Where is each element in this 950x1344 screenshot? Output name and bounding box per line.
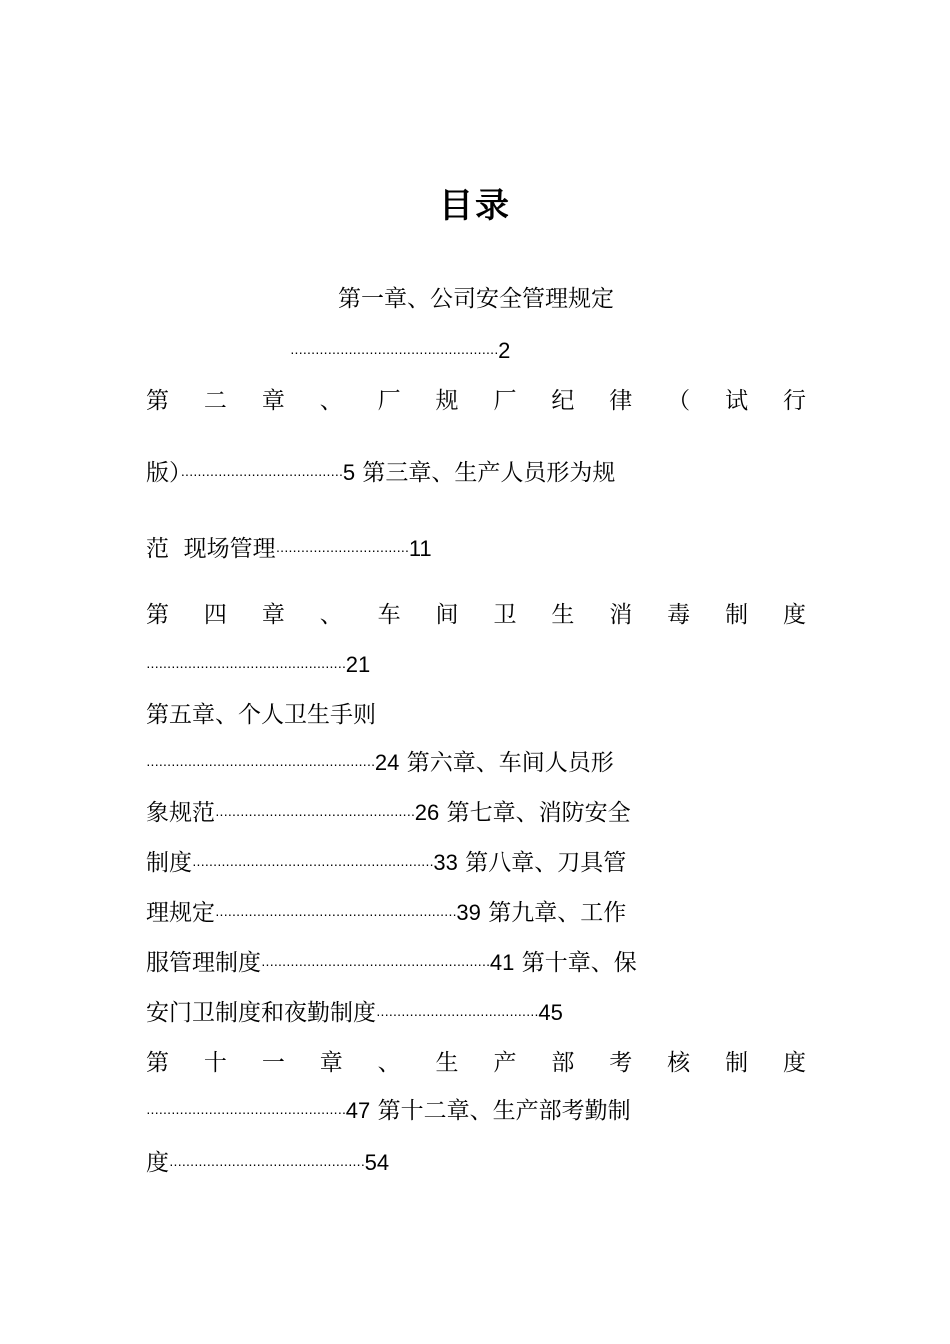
toc-line-12: 理规定··························································39 第九章、工作 [146, 900, 627, 926]
page-number: 45 [538, 1000, 563, 1025]
page-number: 39 [456, 900, 481, 925]
toc-entry-chapter-11: 第 十 一 章 、 生 产 部 考 核 制 度 [146, 1050, 806, 1076]
dot-leader: ················································ [146, 658, 346, 674]
page-number: 54 [364, 1150, 390, 1175]
toc-line-5: 范 现场管理································11 [146, 536, 432, 562]
toc-entry-chapter-5: 第五章、个人卫生手则 [146, 702, 376, 728]
toc-line-16: ················································47 第十二章、生产部考勤制 [146, 1098, 631, 1124]
toc-line-11: 制度··························································33 第八章、刀具管 [146, 850, 627, 876]
page-number: 2 [498, 338, 511, 363]
dot-leader: ··············································· [169, 1156, 365, 1172]
dot-leader: ······················································· [146, 756, 375, 772]
toc-entry-chapter-4: 第 四 章 、 车 间 卫 生 消 毒 制 度 [146, 602, 806, 628]
toc-line-4: 版）·······································5 第三章、生产人员形为规 [146, 460, 616, 486]
dot-leader: ······················································· [261, 956, 490, 972]
dot-leader: ················································ [146, 1104, 346, 1120]
page-number: 21 [345, 652, 371, 677]
toc-line-17: 度···············································54 [146, 1150, 390, 1176]
toc-line-13: 服管理制度·······················································41 第十章、保 [146, 950, 637, 976]
page-number: 24 [374, 750, 400, 775]
page-number: 26 [414, 800, 440, 825]
dot-leader: ······································· [180, 466, 343, 482]
page-number: 5 [342, 460, 356, 485]
toc-line-9: ·······················································24 第六章、车间人员形 [146, 750, 614, 776]
dot-leader: ················································ [215, 806, 415, 822]
page-number: 41 [489, 950, 515, 975]
toc-leader-chapter-1 [290, 334, 670, 369]
page-number: 11 [408, 536, 432, 561]
toc-entry-chapter-1: 第一章、公司安全管理规定 [338, 286, 614, 312]
page-number: 33 [433, 850, 458, 875]
dot-leader: ·················································· [290, 344, 499, 360]
toc-entry-chapter-2: 第 二 章 、 厂 规 厂 纪 律 （ 试 行 [146, 388, 806, 414]
dot-leader: ·························································· [215, 906, 457, 922]
toc-line-7 [146, 648, 806, 683]
page-number: 47 [345, 1098, 371, 1123]
toc-line-10: 象规范················································26 第七章、消防安全 [146, 800, 631, 826]
page-title: 目录 [439, 186, 511, 226]
dot-leader: ······································· [376, 1006, 539, 1022]
dot-leader: ································ [275, 542, 409, 558]
dot-leader: ·························································· [192, 856, 434, 872]
toc-line-14: 安门卫制度和夜勤制度·······································45 [146, 1000, 563, 1026]
